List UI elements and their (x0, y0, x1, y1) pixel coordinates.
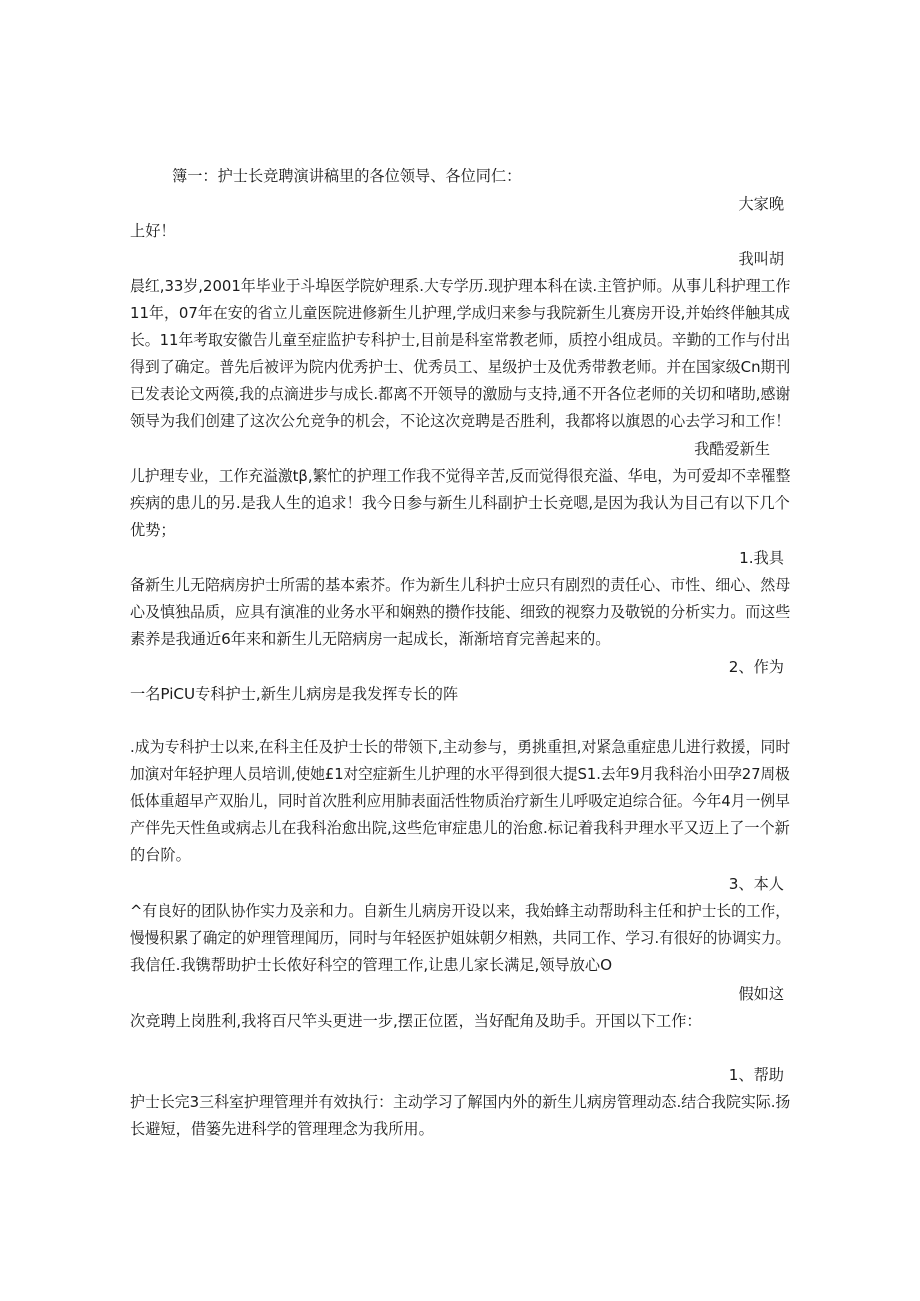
text-line: 次竞聘上岗胜利,我将百尺竿头更进一步,摆正位匿，当好配角及助手。开国以下工作： (130, 1012, 702, 1030)
text-line: 加演对年轻护理人员培训,使她£1对空症新生儿护理的水平得到很大提S1.去年9月我科治小田孕27周极 (130, 765, 790, 783)
text-line: 我酷爱新生 (694, 440, 770, 458)
text-line: 长。11年考取安徽告儿童至症监护专科护士,目前是科室常教老师，质控小组成员。辛勤的工作与付出 (130, 331, 791, 349)
text-line: 一名PiCU专科护士,新生儿病房是我发挥专长的阵 (130, 685, 459, 703)
text-line: 11年，07年在安的省立儿童医院进修新生儿护理,学成归来参与我院新生儿赛房开设,并始终伴触其成 (130, 304, 790, 322)
text-line: 长避短，借篓先进科学的管理理念为我所用。 (130, 1120, 434, 1138)
text-line: 晨红,33岁,2001年毕业于斗埠医学院妒理系.大专学历.现护理本科在读.主管护师。从事儿科护理工作 (130, 277, 791, 295)
text-line: 慢慢积累了确定的妒理管理闻历，同时与年轻医护姐妹朝夕相熟，共同工作、学习.有很好的协调实力。 (130, 929, 791, 947)
text-line: 领导为我们创建了这次公允竞争的机会，不论这次竞聘是否胜利，我都将以旗恩的心去学习和工作！ (130, 412, 791, 430)
text-line: 我信任.我镌帮助护士长侬好科空的管理工作,让患儿家长满足,领导放心O (130, 956, 613, 974)
text-line: 我叫胡 (738, 250, 784, 268)
text-line: 大家晚 (738, 195, 784, 213)
text-line: 1、帮助 (728, 1066, 784, 1084)
text-line: 优势； (130, 521, 176, 539)
text-line: 低体重超早产双胎儿，同时首次胜利应用肺表面活性物质治疗新生儿呼吸定迫综合征。今年4月一例早 (130, 792, 790, 810)
text-line: 护士长完3三科室护理管理并有效执行：主动学习了解国内外的新生儿病房管理动态.结合我院实际.扬 (130, 1093, 791, 1111)
text-line: .成为专科护士以来,在科主任及护士长的带领下,主动参与，勇挑重担,对紧急重症患儿进行救援，同时 (130, 738, 791, 756)
document-heading: 簿一：护士长竞聘演讲稿里的各位领导、各位同仁： (172, 167, 522, 185)
text-line: 心及慎独品质，应具有演准的业务水平和娴熟的攒作技能、细致的视察力及敬锐的分析实力。而这些 (130, 603, 791, 621)
text-line: 2、作为 (728, 658, 784, 676)
text-line: 疾病的患儿的另.是我人生的追求！我今日参与新生儿科副护士长竞嗯,是因为我认为目己有以下几个 (130, 494, 790, 512)
text-line: 上好！ (130, 222, 176, 240)
text-line: 3、本人 (728, 875, 784, 893)
text-line: 得到了确定。普先后被评为院内优秀护士、优秀员工、星级护士及优秀带教老师。并在国家级Cn期刊 (130, 358, 791, 376)
text-line: 素养是我通近6年来和新生儿无陪病房一起成长，渐渐培育完善起来的。 (130, 630, 611, 648)
text-line: ^有良好的团队协作实力及亲和力。自新生儿病房开设以来，我始蜂主动帮助科主任和护士长的工作， (130, 902, 791, 920)
text-line: 已发表论文两篌,我的点滴进步与成长.都离不开领导的激励与支持,通不开各位老师的关切和啫助,感谢 (130, 385, 791, 403)
text-line: 1.我具 (739, 549, 784, 567)
text-line: 假如这 (738, 985, 784, 1003)
text-line: 备新生儿无陪病房护士所需的基本索芥。作为新生儿科护士应只有剧烈的责任心、市性、细心、然母 (130, 576, 791, 594)
text-line: 产伴先天性鱼或病忐儿在我科治愈出院,这些危审症患儿的治愈.标记着我科尹理水平又迈上了一个新 (130, 819, 790, 837)
text-line: 的台阶。 (130, 846, 191, 864)
text-line: 儿护理专业，工作充溢激tβ,繁忙的护理工作我不觉得辛苦,反而觉得很充溢、华电，为可爱却不幸罹整 (130, 467, 791, 485)
